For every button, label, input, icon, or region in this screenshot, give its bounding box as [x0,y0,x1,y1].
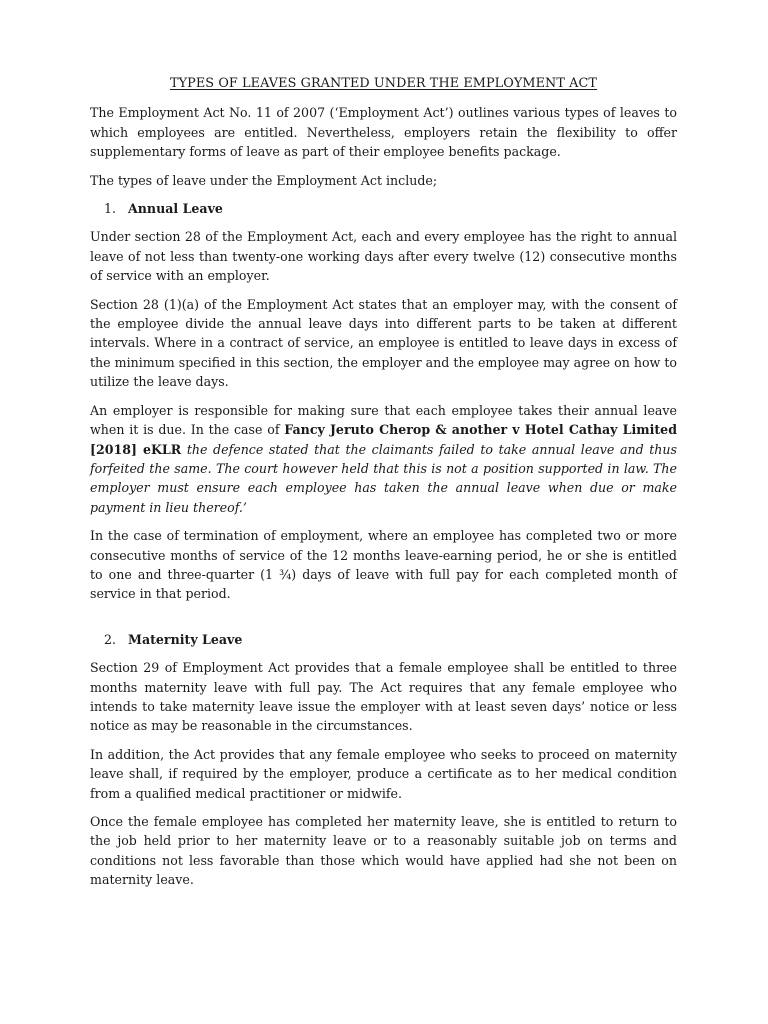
annual-leave-paragraph-2: Section 28 (1)(a) of the Employment Act states that an employer may, with the consent of the employee divide the annual leave days into different parts to be taken at different intervals. Where in a contract of service, an employee is entitled to leave days in excess of the minimum specified in this section, the employer and the employee may agree on how to utilize the leave days. [90,296,677,390]
intro-list-lead: The types of leave under the Employment Act include; [90,172,438,188]
maternity-leave-paragraph-2: In addition, the Act provides that any female employee who seeks to proceed on maternity leave shall, if required by the employer, produce a certificate as to her medical condition from a qualified medical practitioner or midwife. [90,746,677,801]
section-number: 2. [104,631,117,647]
maternity-leave-paragraph-1: Section 29 of Employment Act provides that a female employee shall be entitled to three months maternity leave with full pay. The Act requires that any female employee who intends to take maternity leave issue the employer with at least seven days’ notice or less notice as may be reasonable in the circumstances. [90,660,677,734]
document-page [90,74,677,899]
document-title: TYPES OF LEAVES GRANTED UNDER THE EMPLOYMENT ACT [169,76,598,91]
paragraph-text: An employer is responsible for making sure that each employee takes their annual leave when it is due. In the case of [90,402,677,438]
annual-leave-paragraph-1: Under section 28 of the Employment Act, each and every employee has the right to annual leave of not less than twenty-one working days after every twelve (12) consecutive months of service with an employer. [90,229,677,284]
section-title: Maternity Leave [128,631,243,647]
intro-paragraph: The Employment Act No. 11 of 2007 (‘Employment Act’) outlines various types of leaves to which employees are entitled. Nevertheless, employers retain the flexibility to offer supplementary forms of leave as part of their employee benefits package. [90,105,677,160]
section-title: Annual Leave [128,201,223,217]
maternity-leave-paragraph-3: Once the female employee has completed her maternity leave, she is entitled to return to the job held prior to her maternity leave or to a reasonably suitable job on terms and conditions not less favorable than those which would have applied had she not been on maternity leave. [90,814,677,888]
annual-leave-paragraph-4: In the case of termination of employment, where an employee has completed two or more consecutive months of service of the 12 months leave-earning period, he or she is entitled to one and three-quarter (1 ¾) days of leave with full pay for each completed month of service in that period. [90,528,677,602]
section-spacer [90,613,677,630]
section-heading-maternity-leave [90,630,677,649]
case-quote: the defence stated that the claimants failed to take annual leave and thus forfeited the same. The court however held that this is not a position supported in law. The employer must ensure each employee has taken the annual leave when due or make payment in lieu thereof.’ [90,441,677,515]
annual-leave-paragraph-3 [90,401,677,517]
case-citation: Fancy Jeruto Cherop & another v Hotel Cathay Limited [2018] eKLR [90,422,677,457]
section-number: 1. [104,201,117,217]
section-heading-annual-leave [90,199,677,218]
